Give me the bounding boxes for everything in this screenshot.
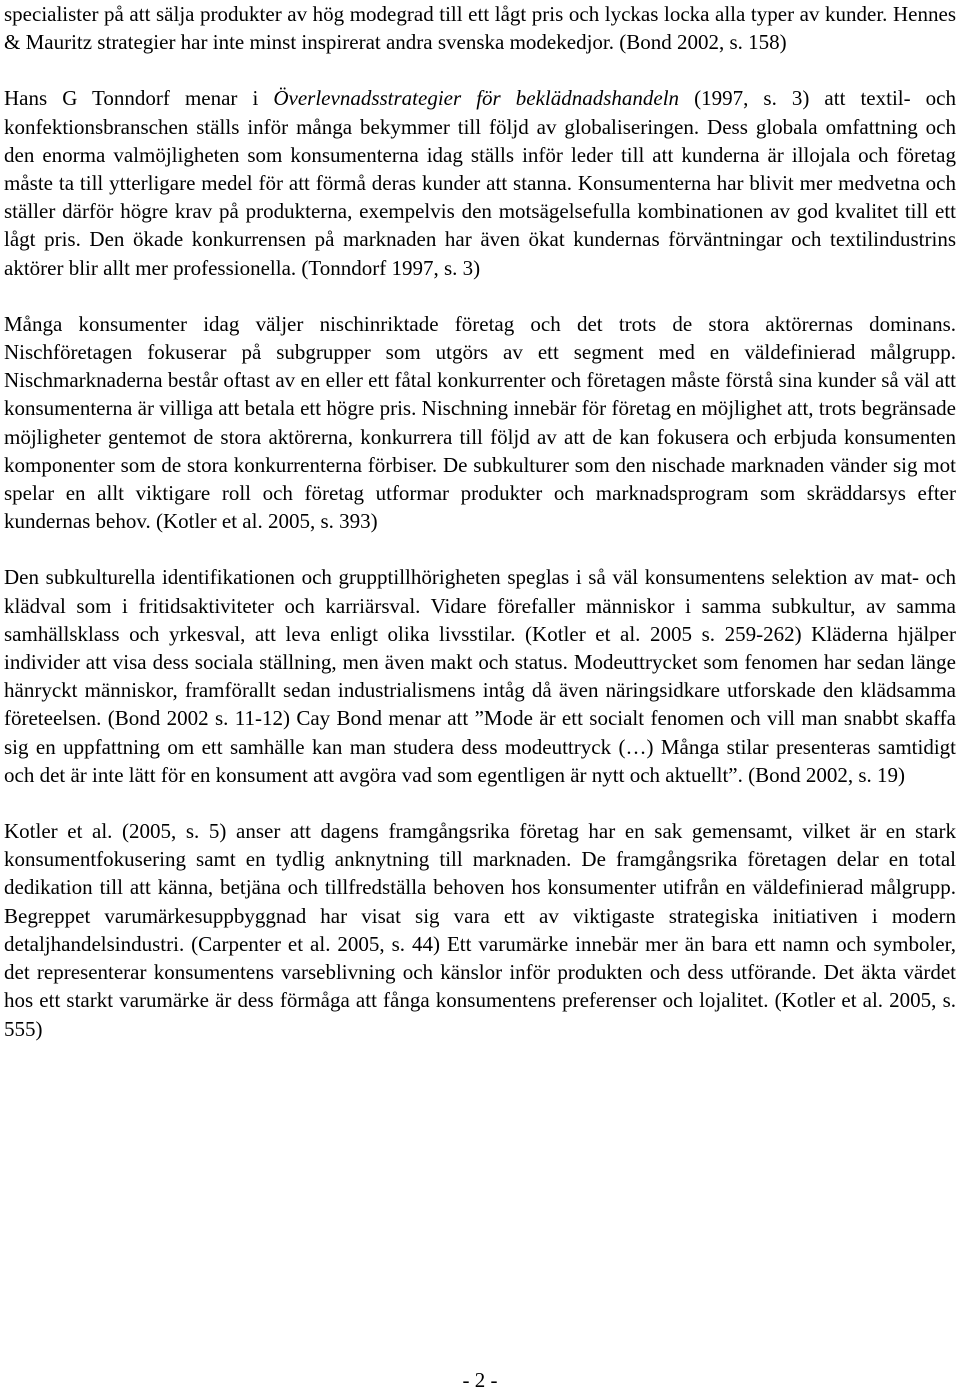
paragraph-2-lead: Hans G Tonndorf menar i <box>4 86 274 111</box>
paragraph-2 <box>4 84 956 281</box>
paragraph-5: Kotler et al. (2005, s. 5) anser att dagens framgångsrika företag har en sak gemensamt, vilket är en stark konsumentfokusering samt en tydlig anknytning till marknaden. De framgångsrika företagen delar en total dedikation till att känna, betjäna och tillfredställa behoven hos konsumenter utifrån en väldefinierad målgrupp. Begreppet varumärkesuppbyggnad har visat sig vara ett av viktigaste strategiska initiativen i modern detaljhandelsindustri. (Carpenter et al. 2005, s. 44) Ett varumärke innebär mer än bara ett namn och symboler, det representerar konsumentens varseblivning och känslor inför produkten och dess utförande. Det äkta värdet hos ett starkt varumärke är dess förmåga att fånga konsumentens preferenser och lojalitet. (Kotler et al. 2005, s. 555) <box>4 819 956 1041</box>
document-page <box>4 0 956 1043</box>
paragraph-2-body: (1997, s. 3) att textil- och konfektionsbranschen ställs inför många bekymmer till följd av globaliseringen. Dess globala omfattning och den enorma valmöjligheten som konsumenterna idag ställs inför leder till att kunderna är illojala och företag måste ta till ytterligare medel för att förmå deras kunder att stanna. Konsumenterna har blivit mer medvetna och ställer därför högre krav på produkterna, exempelvis den motsägelsefulla kombinationen av god kvalitet till ett lågt pris. Den ökade konkurrensen på marknaden har även ökat kundernas förväntningar och textilindustrins aktörer blir allt mer professionella. (Tonndorf 1997, s. 3) <box>4 86 956 280</box>
paragraph-4: Den subkulturella identifikationen och grupptillhörigheten speglas i så väl konsumentens selektion av mat- och klädval som i fritidsaktiviteter och karriärsval. Vidare förefaller människor i samma subkultur, av samma samhällsklass och yrkesval, att leva enligt olika livsstilar. (Kotler et al. 2005 s. 259-262) Kläderna hjälper individer att visa dess sociala ställning, men även makt och status. Modeuttrycket som fenomen har sedan länge hänryckt människor, framförallt sedan industrialismens intåg då även näringsidkare utforskade den klädsamma företeelsen. (Bond 2002 s. 11-12) Cay Bond menar att ”Mode är ett socialt fenomen och vill man snabbt skaffa sig en uppfattning om ett samhälle kan man studera dess modeuttryck (…) Många stilar presenteras samtidigt och det är inte lätt för en konsument att avgöra vad som egentligen är nytt och aktuellt”. (Bond 2002, s. 19) <box>4 565 956 787</box>
page-number: - 2 - <box>462 1368 498 1392</box>
paragraph-1: specialister på att sälja produkter av hög modegrad till ett lågt pris och lyckas locka alla typer av kunder. Hennes & Mauritz strategier har inte minst inspirerat andra svenska modekedjor. (Bond 2002, s. 158) <box>4 2 956 55</box>
paragraph-3: Många konsumenter idag väljer nischinriktade företag och det trots de stora aktörernas dominans. Nischföretagen fokuserar på subgrupper som utgörs av ett segment med en väldefinierad målgrupp. Nischmarknaderna består oftast av en eller ett fåtal konkurrenter och företagen måste förstå sina kunder så väl att konsumenterna är villiga att betala ett högre pris. Nischning innebär för företag en möjlighet att, trots begränsade möjligheter gentemot de stora aktörerna, konkurrera till följd av att de kan fokusera och erbjuda konsumenten komponenter som de stora konkurrenterna förbiser. De subkulturer som den nischade marknaden vänder sig mot spelar en allt viktigare roll och företag utformar produkter och marknadsprogram som skräddarsys efter kundernas behov. (Kotler et al. 2005, s. 393) <box>4 311 956 534</box>
book-title: Överlevnadsstrategier för beklädnadshandeln <box>273 86 680 111</box>
